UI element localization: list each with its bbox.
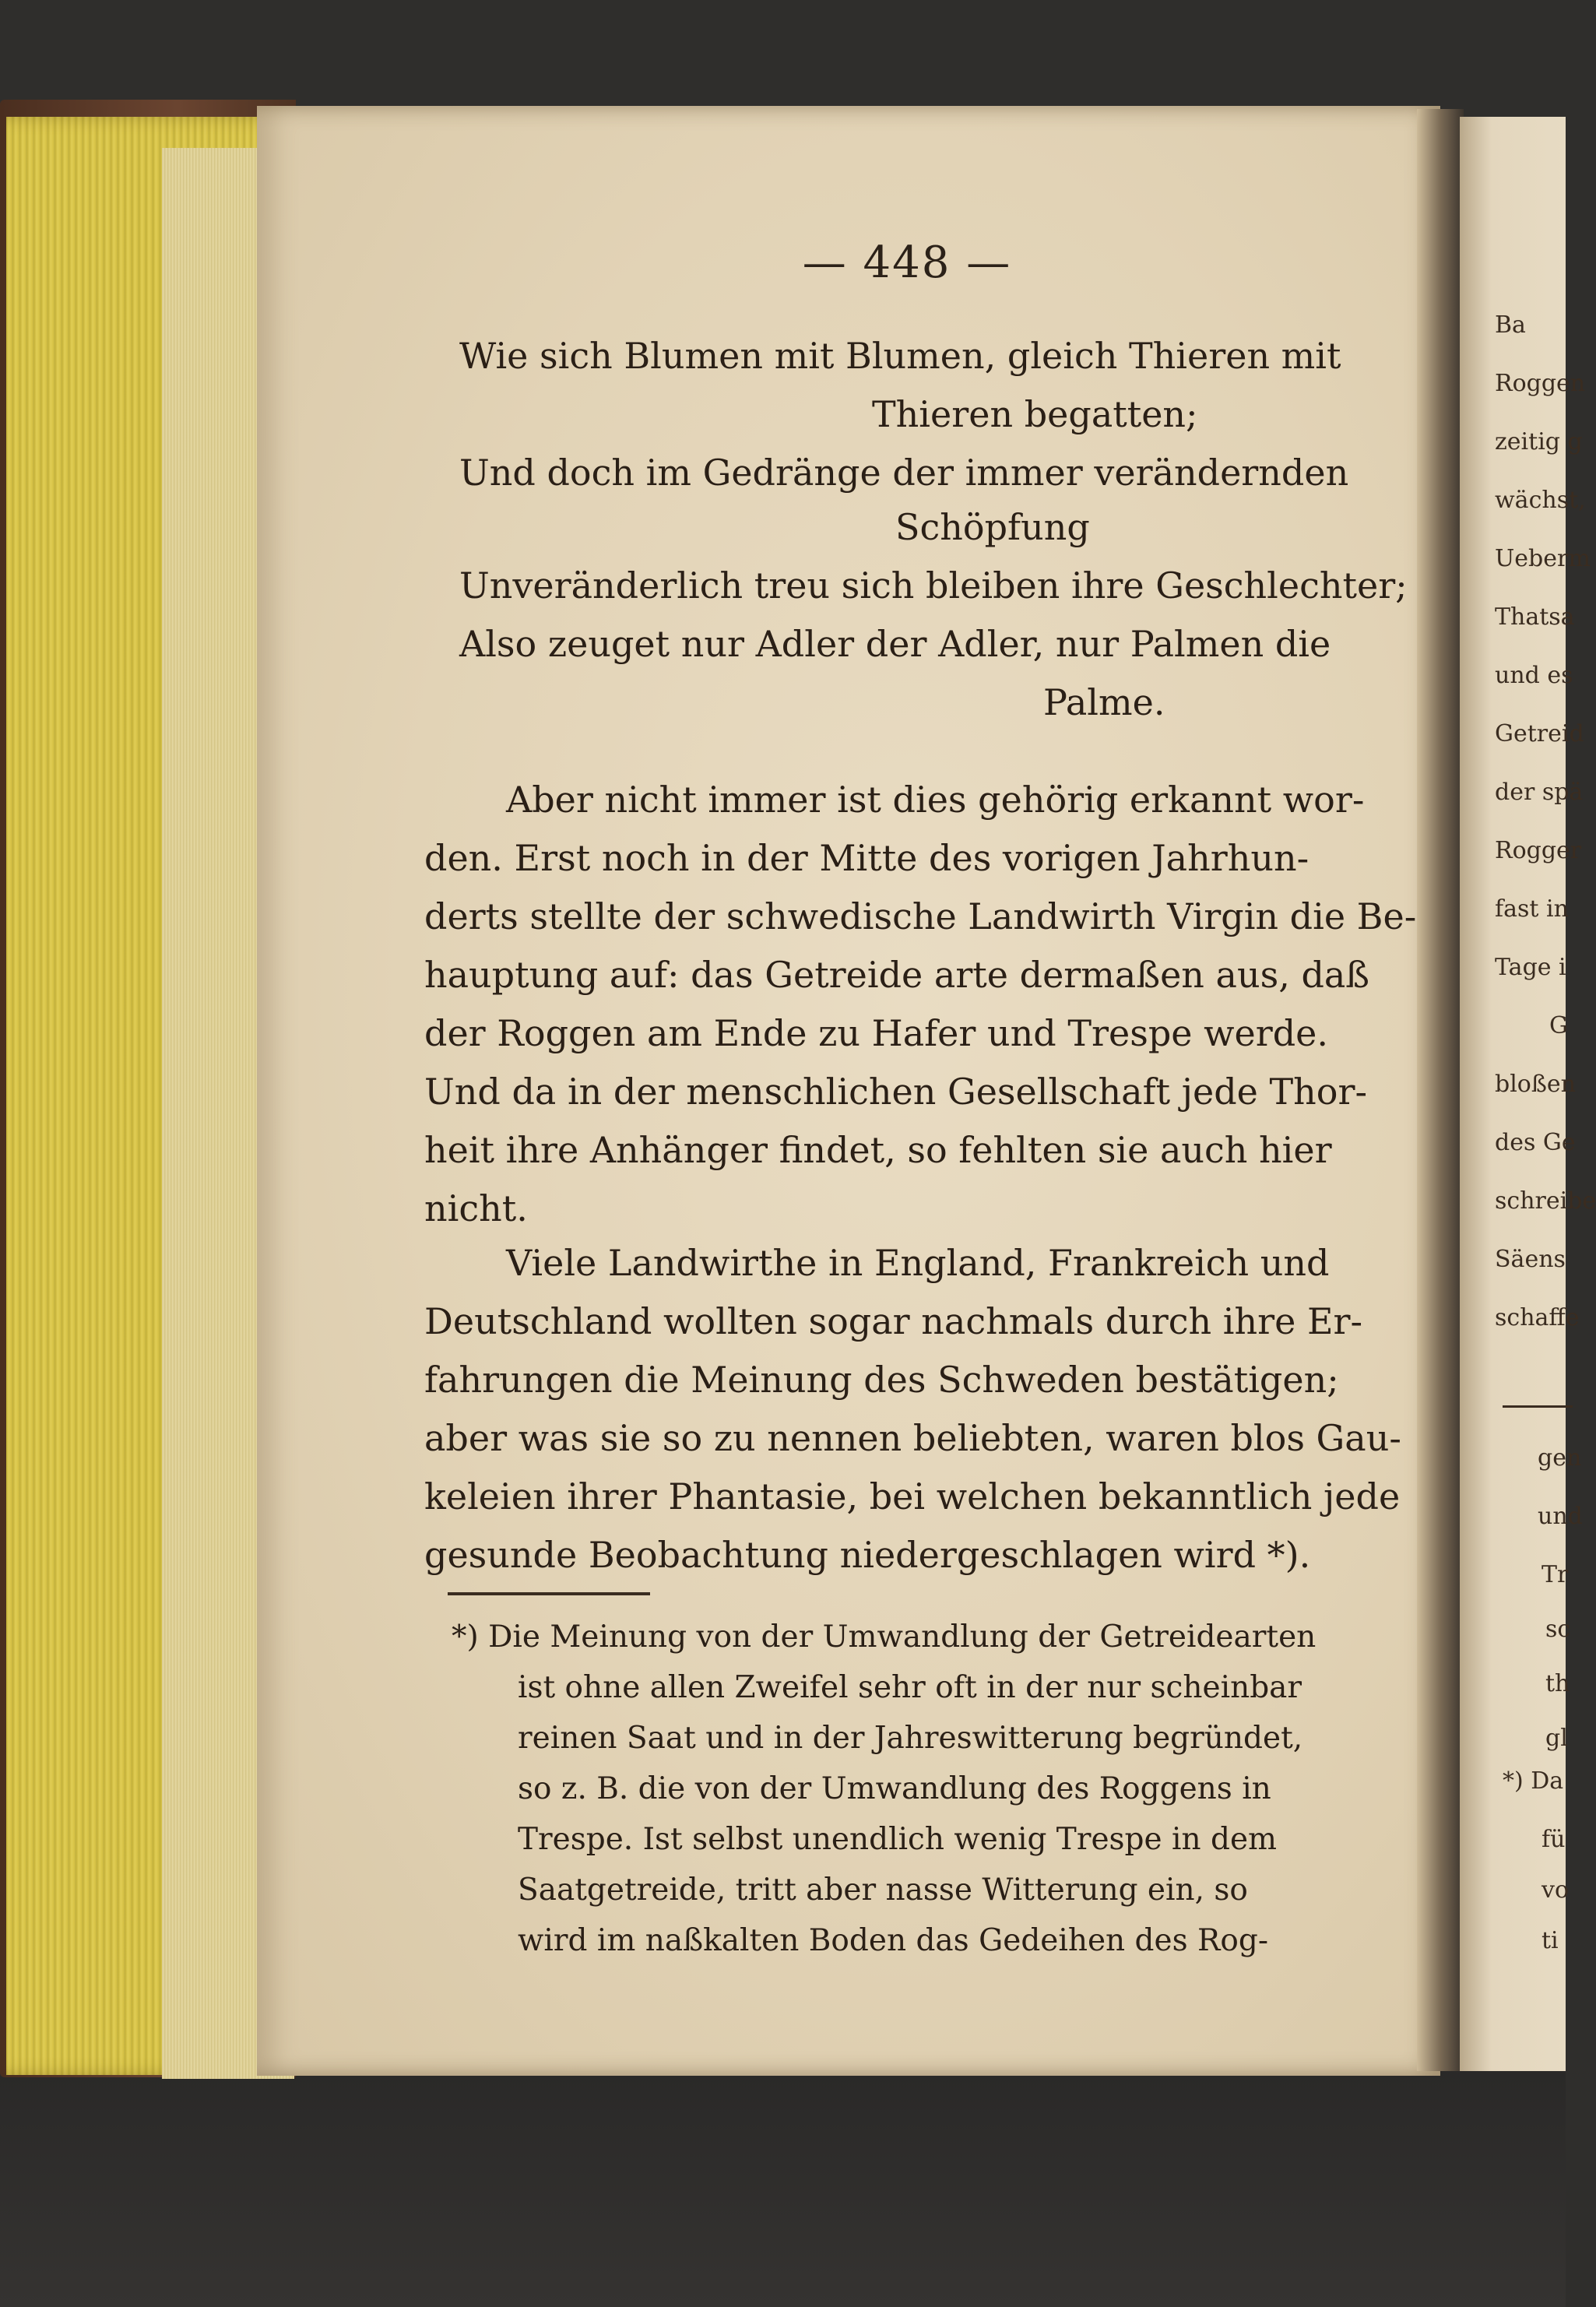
footnote-line: ist ohne allen Zweifel sehr oft in der nur scheinbar — [518, 1670, 1302, 1705]
facing-page-fragment: Ueberm — [1495, 545, 1591, 572]
poem-line: Thieren begatten; — [872, 393, 1198, 435]
facing-page-fragment: des Ge — [1495, 1129, 1576, 1156]
poem-line: Also zeuget nur Adler der Adler, nur Palmen die — [459, 623, 1331, 665]
facing-page-fragment: Säens — [1495, 1246, 1566, 1273]
facing-page-fragment: sc — [1545, 1616, 1571, 1643]
text-line: den. Erst noch in der Mitte des vorigen Jahrhun- — [424, 837, 1309, 879]
facing-page-fragment: th — [1545, 1670, 1570, 1697]
footnote-line: reinen Saat und in der Jahreswitterung begründet, — [518, 1721, 1303, 1756]
facing-page-fragment: gen — [1538, 1444, 1582, 1472]
facing-page-fragment: Tage i — [1495, 954, 1566, 981]
facing-page-fragment: fü — [1542, 1826, 1566, 1853]
facing-page-fragment: und es — [1495, 662, 1573, 689]
text-line: der Roggen am Ende zu Hafer und Trespe werde. — [424, 1012, 1329, 1054]
facing-page-fragment: Thatsa — [1495, 603, 1575, 631]
footnote-line: so z. B. die von der Umwandlung des Roggens in — [518, 1771, 1271, 1806]
text-line: hauptung auf: das Getreide arte dermaßen aus, daß — [424, 954, 1370, 996]
text-line: aber was sie so zu nennen beliebten, waren blos Gau- — [424, 1417, 1401, 1459]
footnote-line: wird im naßkalten Boden das Gedeihen des Rog- — [518, 1923, 1268, 1958]
facing-page-fragment: schaffe — [1495, 1304, 1580, 1331]
facing-page-fragment: Getreid — [1495, 720, 1584, 747]
text-line: Aber nicht immer ist dies gehörig erkannt wor- — [506, 779, 1365, 821]
facing-page-fragment: G — [1549, 1012, 1568, 1039]
text-line: Deutschland wollten sogar nachmals durch ihre Er- — [424, 1300, 1363, 1342]
poem-line: Wie sich Blumen mit Blumen, gleich Thieren mit — [459, 335, 1341, 377]
facing-page-fragment: Rogger — [1495, 837, 1582, 864]
facing-page-fragment: der spä — [1495, 779, 1584, 806]
facing-page-fragment: gl — [1545, 1725, 1568, 1752]
facing-page-fragment: Tr — [1542, 1561, 1569, 1588]
facing-page-fragment: zeitig g — [1495, 428, 1583, 455]
facing-page-fragment: ti — [1542, 1927, 1559, 1954]
text-line: heit ihre Anhänger findet, so fehlten sie auch hier — [424, 1129, 1332, 1171]
footnote-divider — [448, 1592, 650, 1595]
footnote-line: Saatgetreide, tritt aber nasse Witterung ein, so — [518, 1873, 1248, 1908]
poem-line: Und doch im Gedränge der immer verändernden — [459, 452, 1349, 494]
text-line: nicht. — [424, 1187, 528, 1229]
poem-line: Unveränderlich treu sich bleiben ihre Geschlechter; — [459, 564, 1408, 607]
page-stack — [6, 117, 287, 2075]
facing-page-fragment: schreibe — [1495, 1187, 1596, 1215]
text-line: Viele Landwirthe in England, Frankreich und — [506, 1242, 1330, 1284]
page-number: — 448 — — [802, 237, 1012, 288]
facing-page-fragment: wächst, — [1495, 487, 1586, 514]
text-line: gesunde Beobachtung niedergeschlagen wird *). — [424, 1534, 1311, 1576]
background — [0, 2071, 1566, 2307]
facing-page-footnote-divider — [1503, 1405, 1573, 1408]
poem-line: Palme. — [1043, 681, 1165, 723]
facing-page-fragment: fast in — [1495, 895, 1569, 923]
facing-page-fragment: vo — [1542, 1876, 1570, 1904]
facing-page-fragment: *) Da — [1503, 1767, 1564, 1795]
text-line: keleien ihrer Phantasie, bei welchen bekanntlich jede — [424, 1475, 1401, 1517]
facing-page-fragment: Roggen — [1495, 370, 1586, 397]
facing-page-fragment: Ba — [1495, 311, 1526, 339]
facing-page-fragment: bloßen — [1495, 1071, 1576, 1098]
text-line: Und da in der menschlichen Gesellschaft jede Thor- — [424, 1071, 1368, 1113]
poem-line: Schöpfung — [895, 506, 1090, 548]
book-gutter — [1417, 109, 1464, 2071]
footnote-line: Trespe. Ist selbst unendlich wenig Trespe in dem — [518, 1822, 1278, 1857]
text-line: derts stellte der schwedische Landwirth Virgin die Be- — [424, 895, 1417, 937]
footnote-line: *) Die Meinung von der Umwandlung der Getreidearten — [452, 1619, 1317, 1655]
facing-page-fragment: und — [1538, 1503, 1583, 1530]
text-line: fahrungen die Meinung des Schweden bestätigen; — [424, 1359, 1339, 1401]
